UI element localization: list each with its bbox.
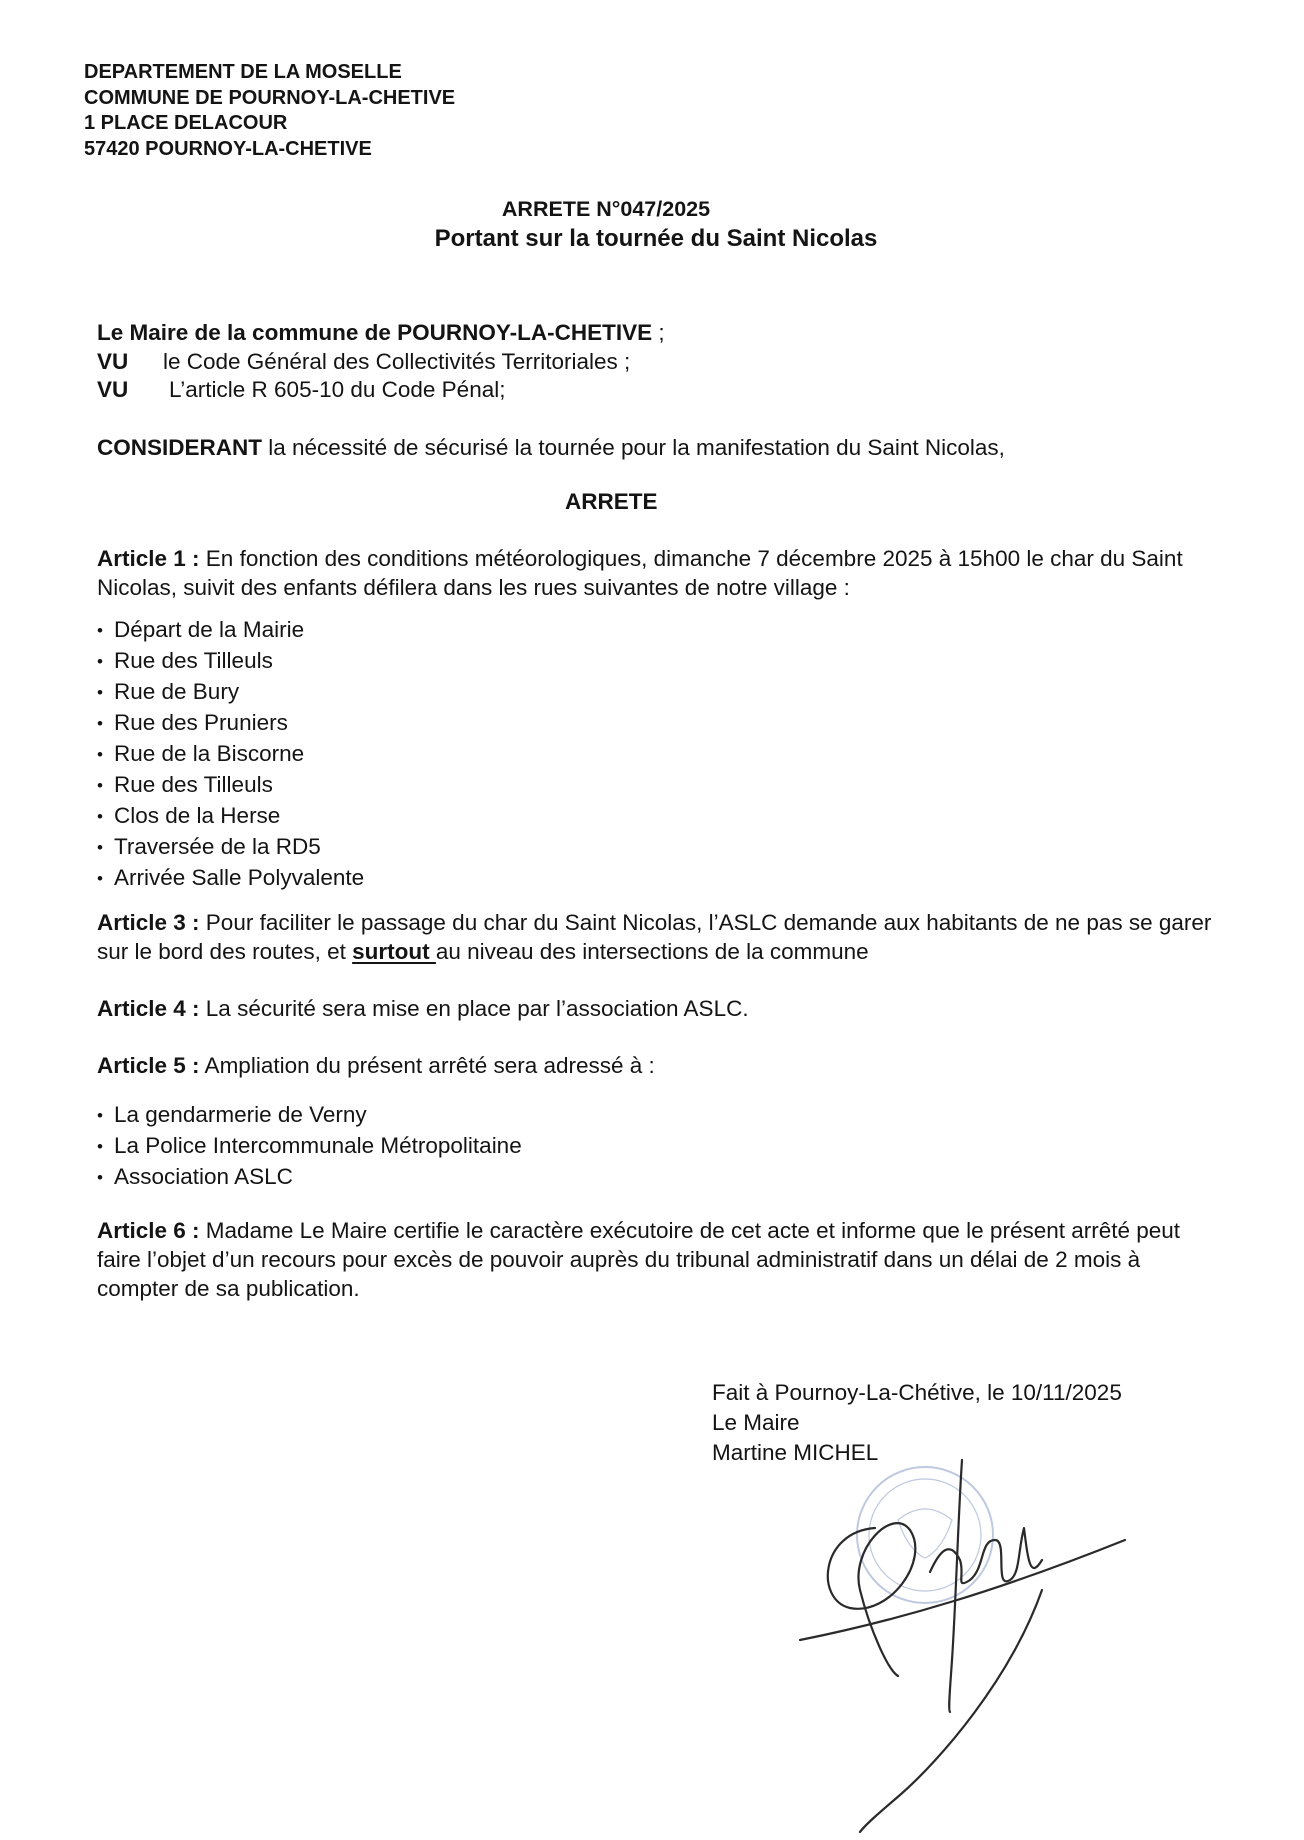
issuer-header <box>84 60 455 162</box>
mayor-line <box>97 318 665 348</box>
article-1 <box>97 544 1227 602</box>
article-3-text-after: au niveau des intersections de la commune <box>435 939 869 964</box>
article-6-text: Madame Le Maire certifie le caractère exécutoire de cet acte et informe que le présent arrêté peut faire l’objet d’un recours pour excès de pouvoir auprès du tribunal administratif dans un délai de 2 mois à compter de sa publication. <box>97 1218 1181 1301</box>
signature-place-date: Fait à Pournoy-La-Chétive, le 10/11/2025 <box>712 1380 1122 1405</box>
article-5-text: Ampliation du présent arrêté sera adressé à : <box>199 1053 655 1078</box>
considerant-text: la nécessité de sécurisé la tournée pour la manifestation du Saint Nicolas, <box>262 435 1005 460</box>
bullet: • <box>97 683 103 702</box>
bullet: • <box>97 714 103 733</box>
route-item: • Rue de Bury <box>97 677 364 708</box>
signature-stroke-tail <box>860 1590 1042 1832</box>
header-address: 1 PLACE DELACOUR <box>84 112 288 134</box>
article-4-label: Article 4 : <box>97 996 200 1021</box>
signature-stroke-vertical <box>949 1460 962 1712</box>
recipient-item: • La gendarmerie de Verny <box>97 1100 522 1131</box>
handwritten-signature <box>780 1440 1140 1840</box>
article-1-label: Article 1 : <box>97 546 200 571</box>
signature-stroke-underline <box>800 1540 1125 1640</box>
header-postcode: 57420 POURNOY-LA-CHETIVE <box>84 137 372 160</box>
header-commune: COMMUNE DE POURNOY-LA-CHETIVE <box>84 86 456 109</box>
article-3-emphasis: surtout <box>352 939 436 964</box>
route-item: • Traversée de la RD5 <box>97 832 364 863</box>
bullet: • <box>97 652 103 671</box>
mayor-line-bold: Le Maire de la commune de POURNOY-LA-CHETIVE <box>97 320 653 345</box>
article-3 <box>97 908 1227 966</box>
article-3-text: Pour faciliter le passage du char du Saint Nicolas, l’ASLC demande aux habitants de ne pas se garer sur le bord des routes, et <box>97 910 1212 964</box>
route-list <box>97 615 364 894</box>
vu-line-1 <box>97 347 630 377</box>
article-5-label: Article 5 : <box>97 1053 200 1078</box>
decision-heading: ARRETE <box>565 489 658 514</box>
route-item: • Départ de la Mairie <box>97 615 364 646</box>
vu-key-1: VU <box>97 349 129 374</box>
bullet: • <box>97 1137 103 1156</box>
bullet: • <box>97 869 103 888</box>
signature-role: Le Maire <box>712 1410 800 1435</box>
considerant-key: CONSIDERANT <box>97 435 263 460</box>
mayor-line-tail: ; <box>652 320 665 345</box>
signature-name: Martine MICHEL <box>712 1440 879 1465</box>
article-3-label: Article 3 : <box>97 910 200 935</box>
bullet: • <box>97 1106 103 1125</box>
route-item: • Rue des Tilleuls <box>97 646 364 677</box>
article-4 <box>97 994 1227 1023</box>
article-6 <box>97 1216 1227 1303</box>
signature-stroke-letters <box>930 1528 1042 1583</box>
recipient-list <box>97 1100 522 1193</box>
bullet: • <box>97 745 103 764</box>
decree-number: ARRETE N°047/2025 <box>501 197 711 221</box>
decree-subject: Portant sur la tournée du Saint Nicolas <box>434 225 878 252</box>
bullet: • <box>97 621 103 640</box>
route-item: • Clos de la Herse <box>97 801 364 832</box>
bullet: • <box>97 776 103 795</box>
bullet: • <box>97 1168 103 1187</box>
article-5 <box>97 1051 1227 1080</box>
official-stamp <box>857 1467 993 1603</box>
bullet: • <box>97 807 103 826</box>
article-6-label: Article 6 : <box>97 1218 200 1243</box>
vu-text-2: L’article R 605-10 du Code Pénal; <box>169 377 506 402</box>
recipient-item: • La Police Intercommunale Métropolitaine <box>97 1131 522 1162</box>
route-item: • Rue des Tilleuls <box>97 770 364 801</box>
vu-text-1: le Code Général des Collectivités Territoriales ; <box>163 349 631 374</box>
article-1-text: En fonction des conditions météorologiques, dimanche 7 décembre 2025 à 15h00 le char du Saint Nicolas, suivit des enfants défilera dans les rues suivantes de notre village : <box>97 546 1183 600</box>
recipient-item: • Association ASLC <box>97 1162 522 1193</box>
article-4-text: La sécurité sera mise en place par l’association ASLC. <box>199 996 749 1021</box>
route-item: • Rue de la Biscorne <box>97 739 364 770</box>
bullet: • <box>97 838 103 857</box>
header-department: DEPARTEMENT DE LA MOSELLE <box>84 61 402 83</box>
considerant-line <box>97 433 1005 463</box>
route-item: • Arrivée Salle Polyvalente <box>97 863 364 894</box>
vu-line-2 <box>97 375 505 405</box>
vu-key-2: VU <box>97 377 129 402</box>
route-item: • Rue des Pruniers <box>97 708 364 739</box>
